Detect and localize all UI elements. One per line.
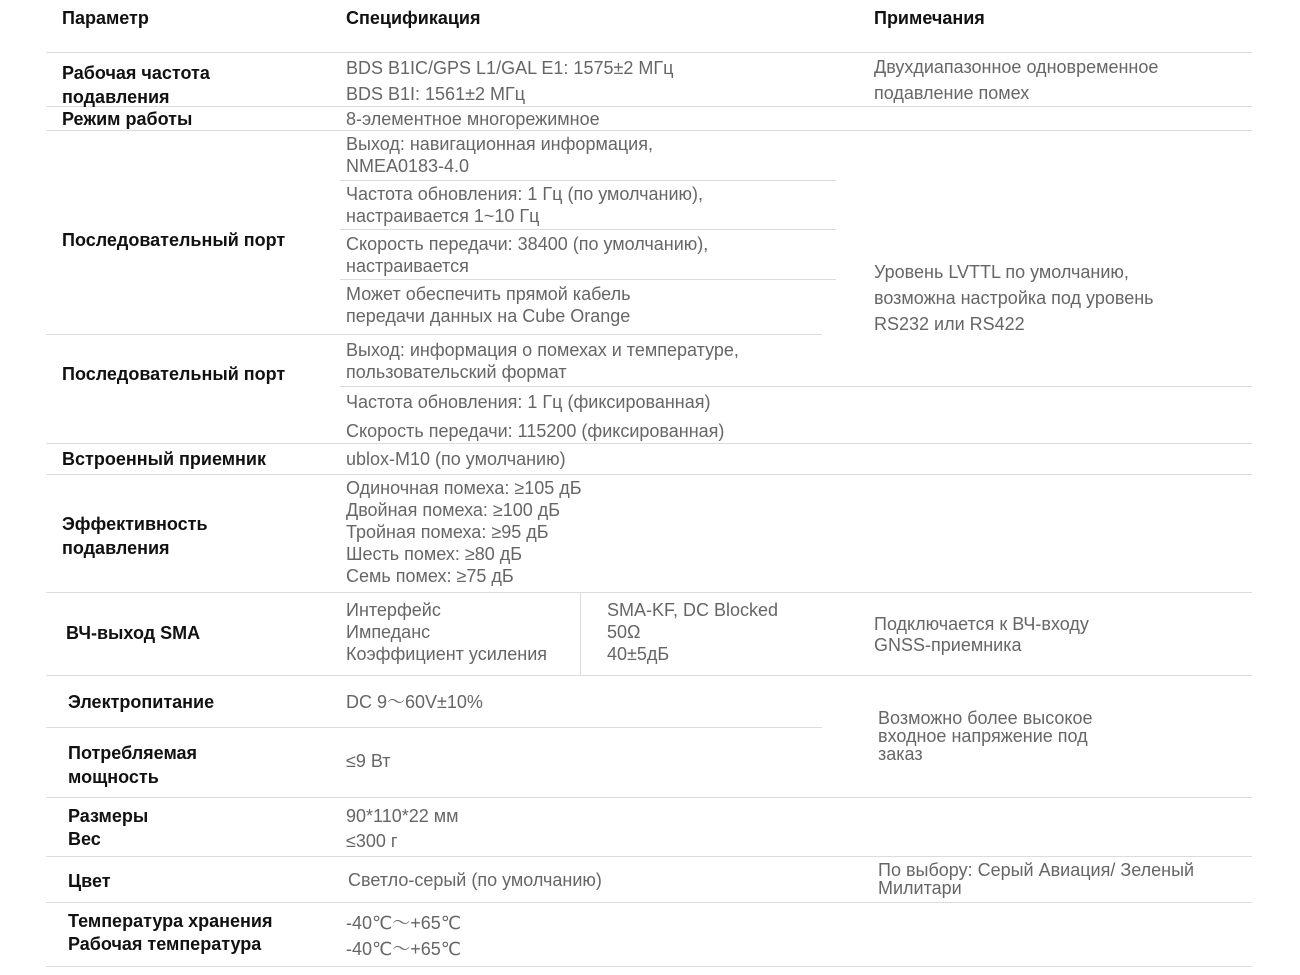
header-spec: Спецификация: [346, 8, 481, 28]
spec-efficiency-seven: Семь помех: ≥75 дБ: [346, 566, 514, 586]
spec-serial1-rate-l1: Частота обновления: 1 Гц (по умолчанию),: [346, 184, 703, 204]
rf-label-impedance: Импеданс: [346, 622, 431, 642]
rf-value-interface: SMA-KF, DC Blocked: [607, 600, 779, 620]
spec-color: Светло-серый (по умолчанию): [348, 870, 602, 890]
row-divider: [340, 386, 1252, 387]
param-weight: Вес: [68, 829, 101, 849]
header-param: Параметр: [62, 8, 149, 28]
param-consumption-l2: мощность: [68, 767, 159, 787]
param-efficiency-l1: Эффективность: [62, 514, 208, 534]
param-mode: Режим работы: [62, 109, 193, 129]
spec-efficiency-six: Шесть помех: ≥80 дБ: [346, 544, 523, 564]
spec-serial2-rate: Частота обновления: 1 Гц (фиксированная): [346, 392, 711, 412]
spec-receiver: ublox-M10 (по умолчанию): [346, 449, 566, 469]
spec-serial1-output-l2: NMEA0183-4.0: [346, 156, 470, 176]
spec-serial2-output-l1: Выход: информация о помехах и температуре,: [346, 340, 739, 360]
row-divider: [46, 966, 1252, 967]
rf-label-interface: Интерфейс: [346, 600, 441, 620]
spec-efficiency-single: Одиночная помеха: ≥105 дБ: [346, 478, 582, 498]
param-size: Размеры: [68, 806, 149, 826]
spec-serial1-baud-l2: настраивается: [346, 256, 469, 276]
spec-power: DC 9～60V±10%: [346, 692, 483, 712]
note-serial-l3: RS232 или RS422: [874, 314, 1025, 334]
note-power-l2: входное напряжение под: [878, 726, 1088, 746]
row-divider: [46, 443, 1252, 444]
row-divider: [46, 675, 1252, 676]
row-divider: [46, 106, 1252, 107]
spec-efficiency-double: Двойная помеха: ≥100 дБ: [346, 500, 561, 520]
row-divider: [46, 592, 1252, 593]
spec-serial1-rate-l2: настраивается 1~10 Гц: [346, 206, 540, 226]
row-divider: [46, 52, 1252, 53]
spec-freq-l2: BDS B1I: 1561±2 МГц: [346, 84, 526, 104]
spec-consumption: ≤9 Вт: [346, 751, 391, 771]
row-divider: [46, 902, 1252, 903]
param-rf: ВЧ-выход SMA: [66, 623, 201, 643]
note-serial-l2: возможна настройка под уровень: [874, 288, 1154, 308]
spec-freq-l1: BDS B1IC/GPS L1/GAL E1: 1575±2 МГц: [346, 58, 674, 78]
spec-work-temp: -40℃～+65℃: [346, 939, 461, 959]
spec-serial2-baud: Скорость передачи: 115200 (фиксированная): [346, 421, 725, 441]
param-freq-l1: Рабочая частота: [62, 63, 210, 83]
param-freq-l2: подавления: [62, 87, 170, 107]
spec-serial1-baud-l1: Скорость передачи: 38400 (по умолчанию),: [346, 234, 709, 254]
row-divider: [340, 229, 836, 230]
rf-value-impedance: 50Ω: [607, 622, 641, 642]
row-divider: [46, 797, 1252, 798]
param-serial-1: Последовательный порт: [62, 230, 286, 250]
param-power: Электропитание: [68, 692, 215, 712]
note-color-l1: По выбору: Серый Авиация/ Зеленый: [878, 860, 1195, 880]
param-work-temp: Рабочая температура: [68, 934, 262, 954]
spec-storage-temp: -40℃～+65℃: [346, 913, 461, 933]
column-divider: [580, 593, 581, 675]
spec-mode: 8-элементное многорежимное: [346, 109, 600, 129]
rf-value-gain: 40±5дБ: [607, 644, 670, 664]
row-divider: [340, 180, 836, 181]
row-divider: [46, 130, 1252, 131]
spec-size: 90*110*22 мм: [346, 806, 459, 826]
param-consumption-l1: Потребляемая: [68, 743, 198, 763]
spec-serial1-cable-l1: Может обеспечить прямой кабель: [346, 284, 631, 304]
note-freq-l1: Двухдиапазонное одновременное: [874, 57, 1159, 77]
note-freq-l2: подавление помех: [874, 83, 1030, 103]
row-divider: [340, 279, 836, 280]
rf-label-gain: Коэффициент усиления: [346, 644, 548, 664]
param-efficiency-l2: подавления: [62, 538, 170, 558]
note-color-l2: Милитари: [878, 878, 962, 898]
row-divider: [46, 727, 822, 728]
spec-serial2-output-l2: пользовательский формат: [346, 362, 567, 382]
note-rf-l2: GNSS-приемника: [874, 635, 1022, 655]
param-color: Цвет: [68, 871, 111, 891]
param-receiver: Встроенный приемник: [62, 449, 266, 469]
row-divider: [46, 474, 1252, 475]
spec-serial1-cable-l2: передачи данных на Cube Orange: [346, 306, 631, 326]
spec-efficiency-triple: Тройная помеха: ≥95 дБ: [346, 522, 549, 542]
note-serial-l1: Уровень LVTTL по умолчанию,: [874, 262, 1129, 282]
spec-weight: ≤300 г: [346, 831, 398, 851]
param-serial-2: Последовательный порт: [62, 364, 286, 384]
param-storage-temp: Температура хранения: [68, 911, 273, 931]
header-notes: Примечания: [874, 8, 985, 28]
note-power-l1: Возможно более высокое: [878, 708, 1093, 728]
spec-serial1-output-l1: Выход: навигационная информация,: [346, 134, 653, 154]
row-divider: [46, 334, 822, 335]
row-divider: [46, 856, 1252, 857]
note-power-l3: заказ: [878, 744, 923, 764]
note-rf-l1: Подключается к ВЧ-входу: [874, 614, 1089, 634]
